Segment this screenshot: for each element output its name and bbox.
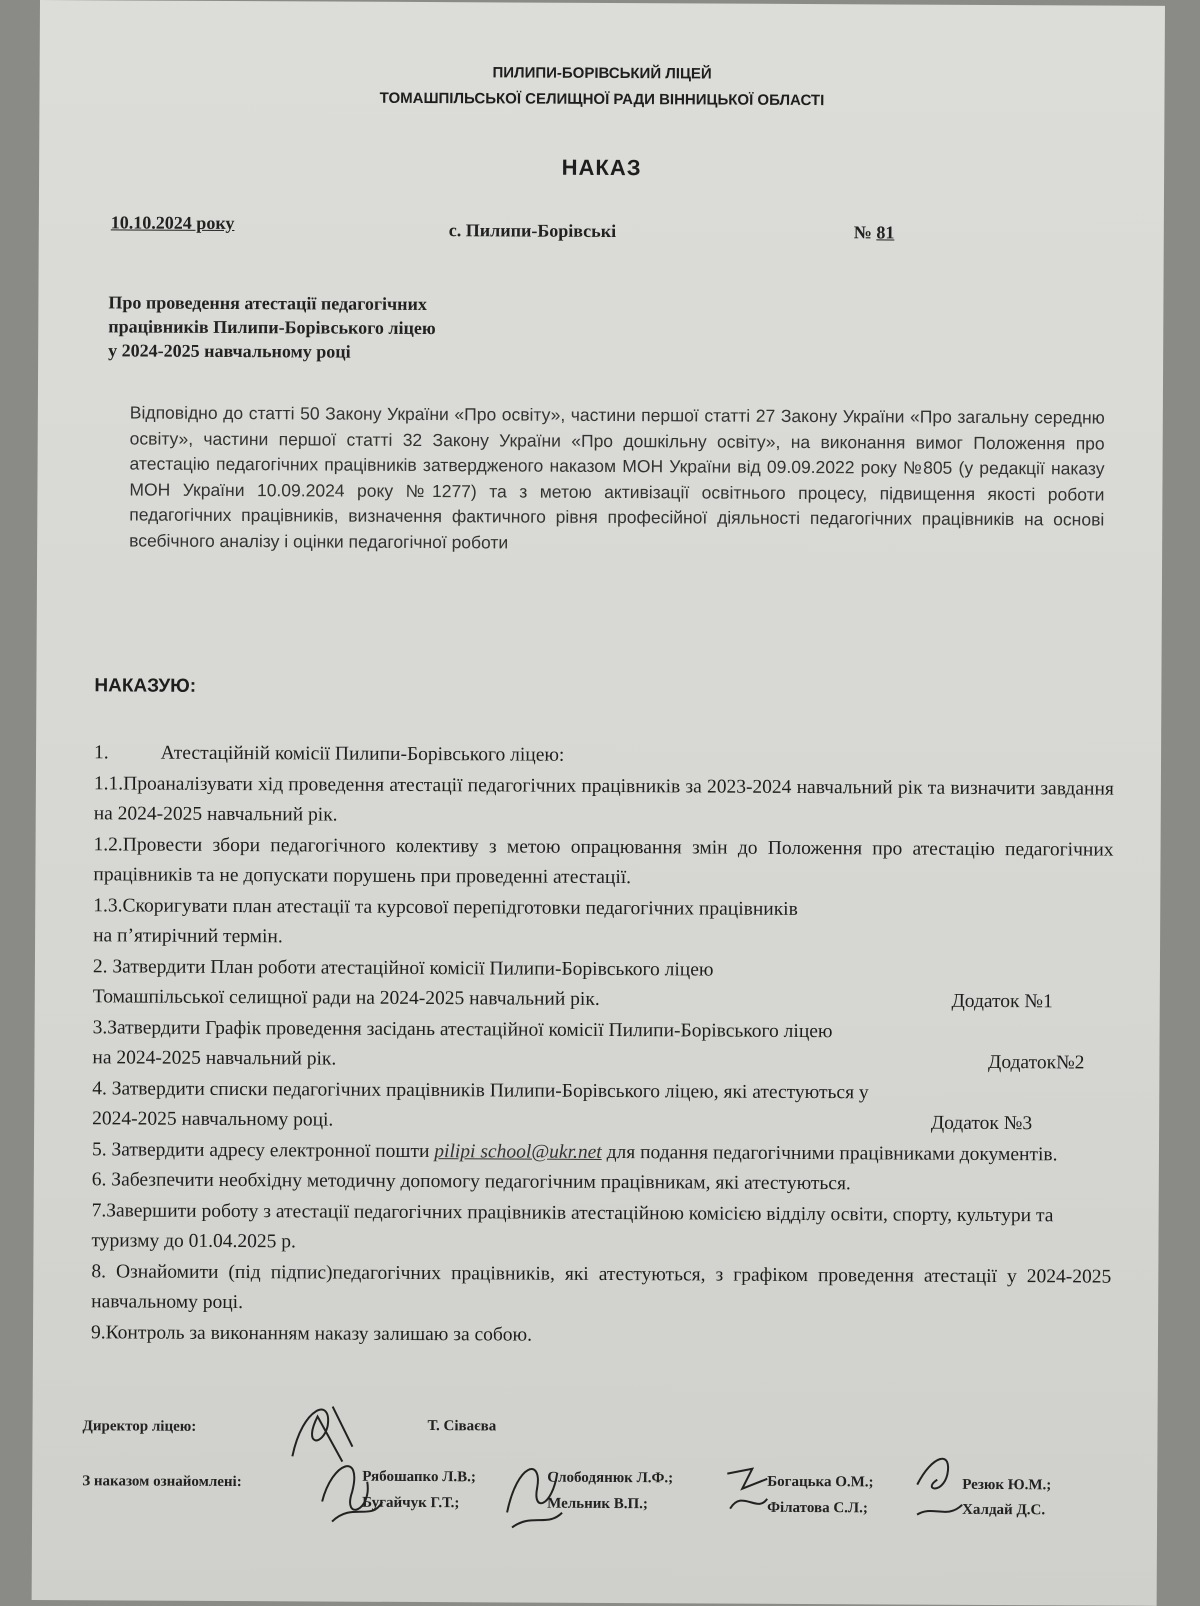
order-place: с. Пилипи-Борівські [448,220,617,242]
ack-person: Філатова С.Л.; [767,1499,868,1517]
number-sign: № [853,222,872,243]
ack-person: Рябошапко Л.В.; [362,1468,476,1486]
subject-line: працівників Пилипи-Борівського ліцею [108,316,436,339]
email-link[interactable]: pilipi school@ukr.net [434,1140,602,1163]
item-5-text: 5. Затвердити адресу електронної пошти [91,1138,435,1162]
item-3-text: на 2024-2025 навчальний рік. [92,1047,337,1070]
director-label: Директор ліцею: [82,1418,197,1435]
ack-person: Бугайчук Г.Т.; [362,1494,460,1512]
item-7: 7.Завершити роботу з атестації педагогічних працівників атестаційною комісією відділу освіти, спорту, культури та туризму до 01.04.2025 р. [91,1199,1054,1253]
decree-heading: НАКАЗУЮ: [94,675,197,697]
number-value: 81 [876,222,895,243]
item-2-text: Томашпільської селищної ради на 2024-2025 навчальний рік. [92,986,600,1010]
item-9: 9.Контроль за виконанням наказу залишаю за собою. [90,1321,533,1346]
item-2-line2 [93,982,1113,1018]
order-subject [108,290,608,365]
preamble-paragraph: Відповідно до статті 50 Закону України «Про освіту», частини першої статті 27 Закону України «Про загальну середню освіту», частини першої статті 32 Закону України «Про дошкільну освіту», на виконання вимог Положення про атестацію педагогічних працівників затвердженого наказом МОН України від 09.09.2022 року №805 (у редакції наказу МОН України 10.09.2024 року №1277) та з метою активізації освітнього процесу, підвищення якості роботи педагогічних працівників, визначення фактичного рівня професійної діяльності педагогічних працівників на основі всебічного аналізу і оцінки педагогічної роботи [129,402,1105,552]
item-4-text: 2024-2025 навчальному році. [92,1108,334,1131]
order-items [91,738,1114,1353]
item-3-attachment: Додаток№2 [987,1051,1085,1074]
ack-person: Халдай Д.С. [962,1501,1046,1519]
item-6: 6. Забезпечити необхідну методичну допомогу педагогічним працівникам, які атестуються. [91,1169,851,1195]
item-8: 8. Ознайомити (під підпис)педагогічних працівників, які атестуються, з графіком проведення атестації у 2024-2025 навчальному році. [91,1260,1112,1314]
item-1-text: Атестаційній комісії Пилипи-Борівського ліцею: [160,742,565,766]
document-title: НАКАЗ [561,154,642,181]
item-1-1: 1.1.Проаналізувати хід проведення атестації педагогічних працівників за 2023-2024 навчальний рік та визначити завдання на 2024-2025 навчальний рік. [93,772,1114,826]
staff-signature [722,1459,772,1519]
ack-person: Слободянюк Л.Ф.; [547,1469,674,1487]
order-date: 10.10.2024 року [110,212,235,234]
item-1-3-line1: 1.3.Скоригувати план атестації та курсової перепідготовки педагогічних працівників [93,894,798,920]
acknowledgement-label: З наказом ознайомлені: [82,1473,242,1491]
ack-person: Резюк Ю.М.; [962,1476,1052,1494]
order-number [854,222,895,243]
staff-signature [312,1441,392,1531]
org-name-line2: ТОМАШПІЛЬСЬКОЇ СЕЛИЩНОЇ РАДИ ВІННИЦЬКОЇ ОБЛАСТІ [379,89,825,110]
ack-person: Богацька О.М.; [767,1473,874,1491]
item-4-attachment: Додаток №3 [930,1112,1033,1135]
item-2-line1: 2. Затвердити План роботи атестаційної комісії Пилипи-Борівського ліцею [92,955,714,981]
item-4-line2 [92,1104,1112,1140]
document-page [32,0,1165,1606]
staff-signature [497,1442,567,1532]
item-5-text-end: для подання педагогічними працівниками документів. [606,1141,1058,1165]
item-1-number: 1. [94,742,109,764]
item-2-attachment: Додаток №1 [951,990,1053,1013]
org-name-line1: ПИЛИПИ-БОРІВСЬКИЙ ЛІЦЕЙ [492,64,712,83]
item-1-3-line2: на п’ятирічний термін. [93,925,283,948]
item-4-line1: 4. Затвердити списки педагогічних працівників Пилипи-Борівського ліцею, які атестуються у [92,1077,869,1103]
subject-line: у 2024-2025 навчальному році [108,340,351,362]
item-1 [94,738,1114,774]
subject-line: Про проведення атестації педагогічних [108,292,427,315]
director-name: Т. Сіваєва [427,1418,497,1435]
item-1-2: 1.2.Провести збори педагогічного колективу з метою опрацювання змін до Положення про атестацію педагогічних працівників та не допускати порушень при проведенні атестації. [93,833,1114,889]
ack-person: Мельник В.П.; [547,1495,648,1513]
item-3-line1: 3.Затвердити Графік проведення засідань атестаційної комісії Пилипи-Борівського ліцею [92,1016,833,1042]
item-3-line2 [92,1043,1112,1079]
staff-signature [907,1445,967,1525]
